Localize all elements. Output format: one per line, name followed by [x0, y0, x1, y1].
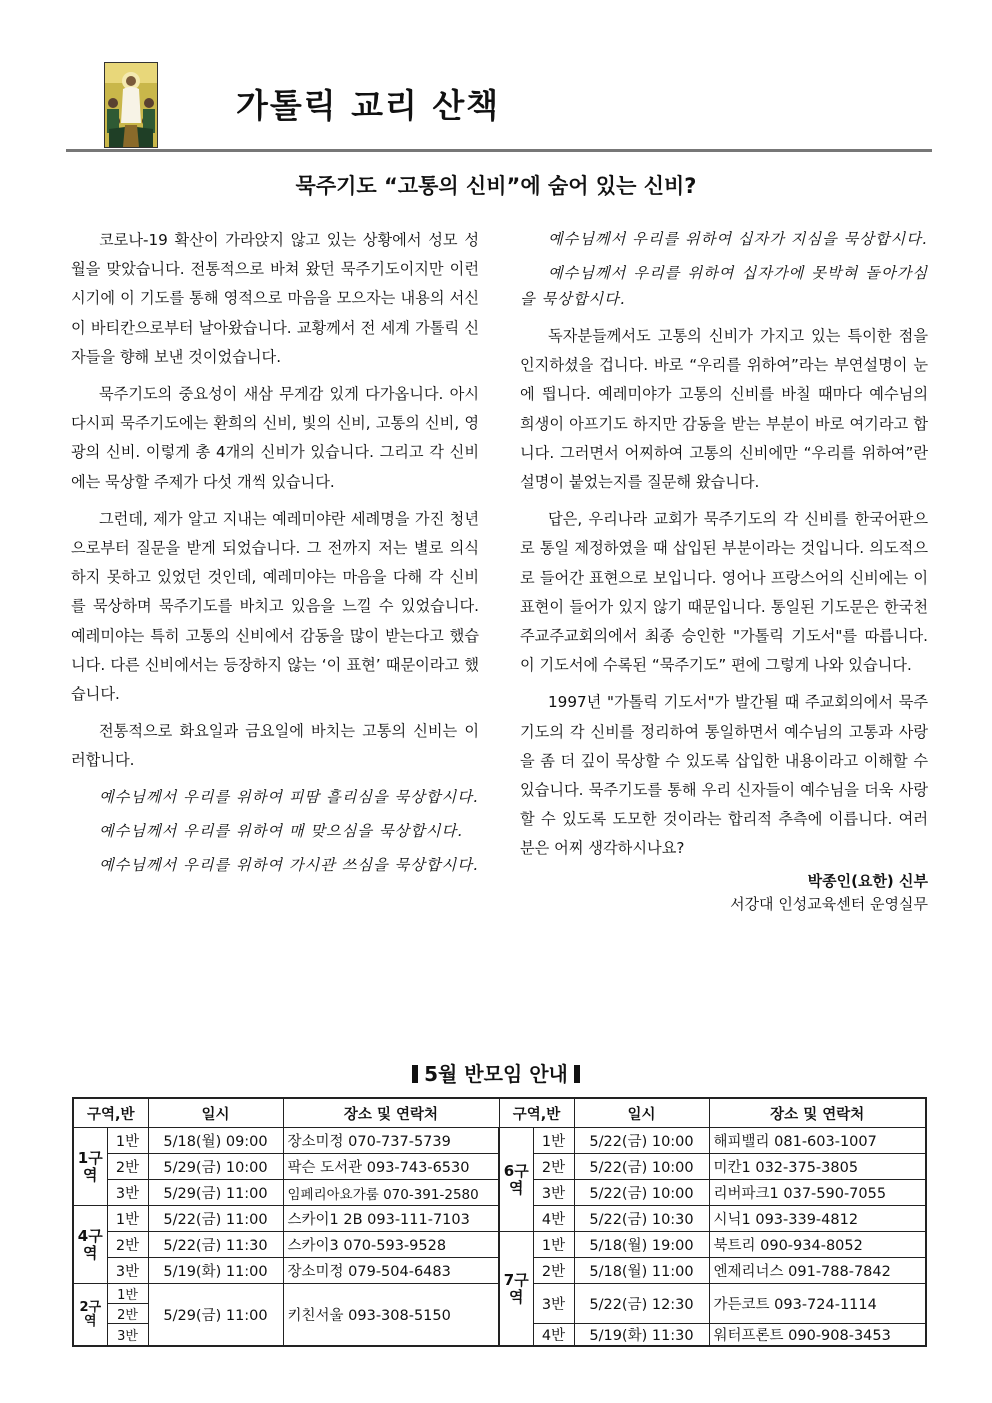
- title-marker: [574, 1065, 580, 1083]
- article-left-column: [71, 226, 479, 888]
- column-header: 일시: [574, 1098, 709, 1128]
- ban-cell: 1반: [533, 1128, 574, 1154]
- ban-cell: 3반: [107, 1258, 148, 1284]
- ban-cell: 2반: [107, 1154, 148, 1180]
- ban-cell: 1반: [107, 1206, 148, 1232]
- date-cell: 5/18(월) 11:00: [574, 1258, 709, 1284]
- paragraph: 1997년 "가톨릭 기도서"가 발간될 때 주교회의에서 묵주기도의 각 신비를 정리하여 통일하면서 예수님의 고통과 사랑을 좀 더 깊이 묵상할 수 있도록 삽입한 내용이라고 이해할 수 있습니다. 묵주기도를 통해 우리 신자들이 예수님을 더욱 사랑할 수 있도록 도모한 것이라는 합리적 추측에 이릅니다. 여러분은 어찌 생각하시나요?: [520, 693, 928, 858]
- paragraph: 코로나-19 확산이 가라앉지 않고 있는 상황에서 성모 성월을 맞았습니다. 전통적으로 바쳐 왔던 묵주기도이지만 이런 시기에 이 기도를 통해 영적으로 마음을 모으자는 내용의 서신이 바티칸으로부터 날아왔습니다. 교황께서 전 세계 가톨릭 신자들을 향해 보낸 것이었습니다.: [71, 231, 479, 366]
- article-title: 묵주기도 “고통의 신비”에 숨어 있는 신비?: [295, 174, 697, 198]
- table-header-row: [73, 1098, 926, 1128]
- schedule-title-text: 5월 반모임 안내: [424, 1062, 568, 1086]
- place-cell: 스카이1 2B 093-111-7103: [283, 1206, 499, 1232]
- zone-label: 7구역: [499, 1232, 533, 1347]
- date-cell: 5/22(금) 10:00: [574, 1154, 709, 1180]
- author-name: 박종인(요한) 신부: [807, 871, 928, 890]
- date-cell: 5/29(금) 10:00: [148, 1154, 283, 1180]
- place-cell: 장소미정 070-737-5739: [283, 1128, 499, 1154]
- page-title: 가톨릭 교리 산책: [236, 86, 501, 125]
- prayer-line: 예수님께서 우리를 위하여 피땀 흘리심을 묵상합시다.: [99, 787, 479, 806]
- date-cell: 5/29(금) 11:00: [148, 1284, 283, 1347]
- prayer-block: [71, 784, 479, 878]
- ban-cell: 2반: [107, 1304, 148, 1324]
- ban-cell: 2반: [533, 1154, 574, 1180]
- date-cell: 5/22(금) 11:00: [148, 1206, 283, 1232]
- date-cell: 5/18(월) 19:00: [574, 1232, 709, 1258]
- date-cell: 5/19(화) 11:30: [574, 1324, 709, 1347]
- ban-cell: 3반: [107, 1180, 148, 1206]
- ban-cell: 3반: [533, 1284, 574, 1324]
- place-cell: 북트리 090-934-8052: [709, 1232, 926, 1258]
- zone-label: 2구역: [73, 1284, 107, 1347]
- prayer-line: 예수님께서 우리를 위하여 매 맞으심을 묵상합시다.: [99, 821, 464, 840]
- paragraph: 답은, 우리나라 교회가 묵주기도의 각 신비를 한국어판으로 통일 제정하였을 때 삽입된 부분이라는 것입니다. 의도적으로 들어간 표현으로 보입니다. 영어나 프랑스어의 신비에는 이 표현이 들어가 있지 않기 때문입니다. 통일된 기도문은 한국천주교주교회의에서 최종 승인한 "가톨릭 기도서"를 따릅니다. 이 기도서에 수록된 “묵주기도” 편에 그렇게 나와 있습니다.: [520, 510, 928, 675]
- paragraph: 전통적으로 화요일과 금요일에 바치는 고통의 신비는 이러합니다.: [71, 722, 479, 770]
- title-marker: [412, 1065, 418, 1083]
- column-header: 일시: [148, 1098, 283, 1128]
- date-cell: 5/22(금) 10:00: [574, 1128, 709, 1154]
- place-cell: 엔제리너스 091-788-7842: [709, 1258, 926, 1284]
- date-cell: 5/22(금) 10:30: [574, 1206, 709, 1232]
- zone-label: 6구역: [499, 1128, 533, 1232]
- schedule-table: [72, 1097, 927, 1347]
- column-header: 구역,반: [73, 1098, 148, 1128]
- date-cell: 5/22(금) 10:00: [574, 1180, 709, 1206]
- place-cell: 리버파크1 037-590-7055: [709, 1180, 926, 1206]
- ban-cell: 1반: [107, 1128, 148, 1154]
- jesus-disciples-logo: [104, 62, 158, 148]
- ban-cell: 4반: [533, 1206, 574, 1232]
- paragraph: 독자분들께서도 고통의 신비가 가지고 있는 특이한 점을 인지하셨을 겁니다. 바로 “우리를 위하여”라는 부연설명이 눈에 띕니다. 예레미야가 고통의 신비를 바칠 때마다 예수님의 희생이 아프기도 하지만 감동을 받는 부분이 바로 여기라고 합니다. 그러면서 어찌하여 고통의 신비에만 “우리를 위하여”란 설명이 붙었는지를 질문해 왔습니다.: [520, 327, 928, 492]
- zone-label: 1구역: [73, 1128, 107, 1206]
- place-cell: 장소미정 079-504-6483: [283, 1258, 499, 1284]
- place-cell: 임페리아요가룸 070-391-2580: [283, 1180, 499, 1206]
- place-cell: 시닉1 093-339-4812: [709, 1206, 926, 1232]
- ban-cell: 1반: [107, 1284, 148, 1304]
- place-cell: 가든코트 093-724-1114: [709, 1284, 926, 1324]
- place-cell: 키친서울 093-308-5150: [283, 1284, 499, 1347]
- date-cell: 5/22(금) 11:30: [148, 1232, 283, 1258]
- place-cell: 워터프론트 090-908-3453: [709, 1324, 926, 1347]
- place-cell: 미칸1 032-375-3805: [709, 1154, 926, 1180]
- ban-cell: 4반: [533, 1324, 574, 1347]
- schedule-title: [0, 1058, 992, 1087]
- ban-cell: 1반: [533, 1232, 574, 1258]
- ban-cell: 2반: [533, 1258, 574, 1284]
- place-cell: 스카이3 070-593-9528: [283, 1232, 499, 1258]
- ban-cell: 2반: [107, 1232, 148, 1258]
- prayer-block: [520, 226, 928, 312]
- column-header: 장소 및 연락처: [709, 1098, 926, 1128]
- prayer-line: 예수님께서 우리를 위하여 가시관 쓰심을 묵상합시다.: [99, 855, 479, 874]
- column-header: 장소 및 연락처: [283, 1098, 499, 1128]
- prayer-line: 예수님께서 우리를 위하여 십자가 지심을 묵상합시다.: [548, 230, 928, 248]
- place-cell: 해피밸리 081-603-1007: [709, 1128, 926, 1154]
- ban-cell: 3반: [533, 1180, 574, 1206]
- paragraph: 그런데, 제가 알고 지내는 예레미야란 세례명을 가진 청년으로부터 질문을 받게 되었습니다. 그 전까지 저는 별로 의식하지 못하고 있었던 것인데, 예레미야는 마음을 다해 각 신비를 묵상하며 묵주기도를 바치고 있음을 느낄 수 있었습니다. 예레미야는 특히 고통의 신비에서 감동을 많이 받는다고 했습니다. 다른 신비에서는 등장하지 않는 ‘이 표현’ 때문이라고 했습니다.: [71, 509, 479, 704]
- table-row: [73, 1232, 926, 1258]
- column-header: 구역,반: [499, 1098, 574, 1128]
- paragraph: 묵주기도의 중요성이 새삼 무게감 있게 다가옵니다. 아시다시피 묵주기도에는 환희의 신비, 빛의 신비, 고통의 신비, 영광의 신비. 이렇게 총 4개의 신비가 있습니다. 그리고 각 신비에는 묵상할 주제가 다섯 개씩 있습니다.: [71, 385, 479, 491]
- date-cell: 5/29(금) 11:00: [148, 1180, 283, 1206]
- table-row: [73, 1128, 926, 1154]
- date-cell: 5/22(금) 12:30: [574, 1284, 709, 1324]
- header-divider: [66, 149, 932, 152]
- date-cell: 5/18(월) 09:00: [148, 1128, 283, 1154]
- article-right-column: [520, 226, 928, 916]
- place-cell: 팍슨 도서관 093-743-6530: [283, 1154, 499, 1180]
- date-cell: 5/19(화) 11:00: [148, 1258, 283, 1284]
- author-affiliation: 서강대 인성교육센터 운영실무: [730, 894, 928, 913]
- zone-label: 4구역: [73, 1206, 107, 1284]
- prayer-line: 예수님께서 우리를 위하여 십자가에 못박혀 돌아가심을 묵상합시다.: [520, 264, 928, 308]
- ban-cell: 3반: [107, 1324, 148, 1347]
